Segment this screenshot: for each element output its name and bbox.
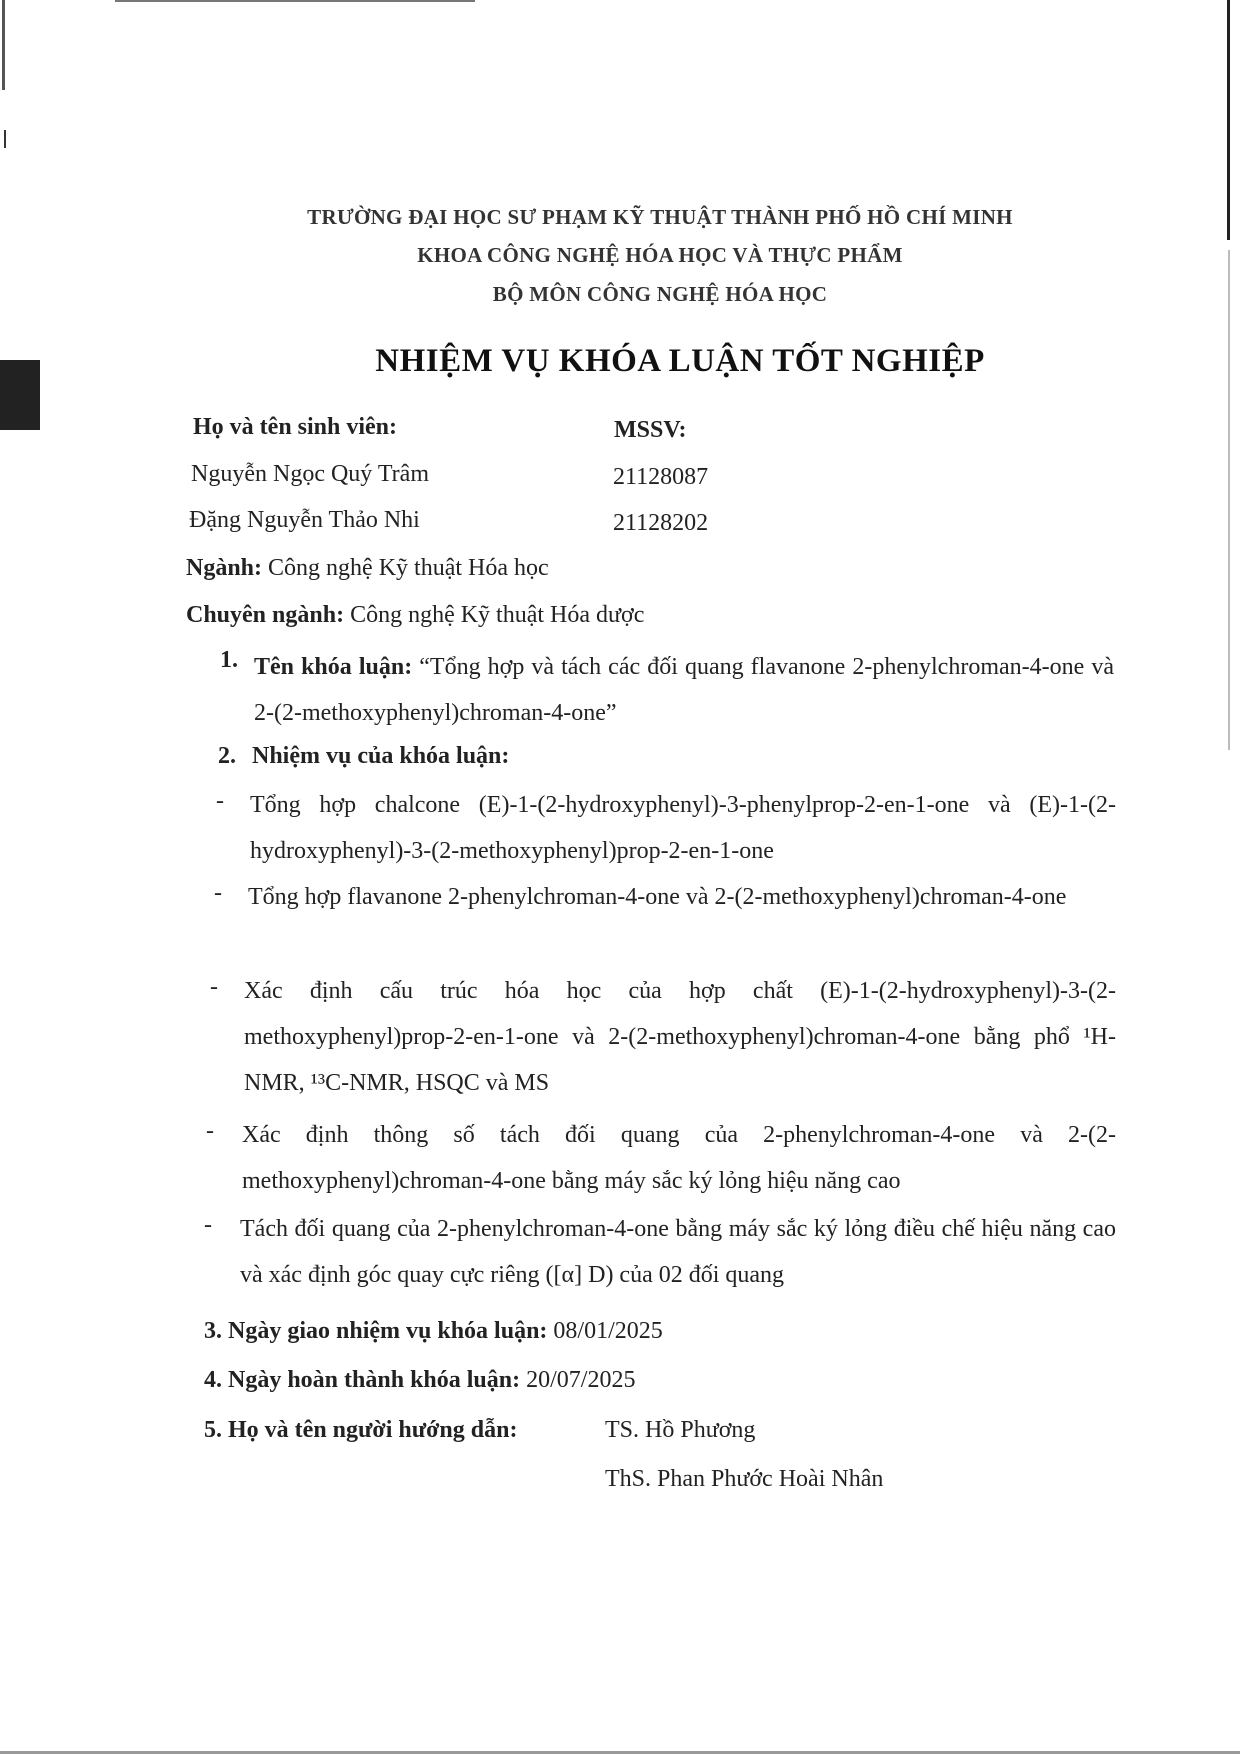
assignment-date-line: [204, 1316, 663, 1346]
section-number: 1.: [220, 647, 238, 673]
student-id: 21128087: [613, 464, 709, 490]
scan-edge-top: [115, 0, 475, 2]
scan-mark: [1227, 0, 1230, 240]
advisor-label: Họ và tên người hướng dẫn:: [228, 1417, 518, 1443]
major-line: [186, 553, 549, 583]
completion-date-value: 20/07/2025: [520, 1367, 636, 1393]
advisor-name: TS. Hồ Phương: [605, 1417, 756, 1443]
faculty-name: KHOA CÔNG NGHỆ HÓA HỌC VÀ THỰC PHẨM: [417, 243, 903, 267]
bullet-dash: -: [206, 1118, 214, 1144]
scan-edge-left: [0, 0, 8, 1754]
section-number: 3.: [204, 1318, 222, 1344]
task-item: Xác định thông số tách đối quang của 2-phenylchroman-4-one và 2-(2-methoxyphenyl)chroman-4-one bằng máy sắc ký lỏng hiệu năng cao: [242, 1122, 1116, 1194]
tasks-heading: Nhiệm vụ của khóa luận:: [252, 743, 510, 769]
major-label: Ngành:: [186, 555, 263, 581]
specialization-line: [186, 600, 644, 630]
student-name: Nguyễn Ngọc Quý Trâm: [191, 461, 429, 487]
specialization-label: Chuyên ngành:: [186, 602, 345, 628]
completion-date-line: [204, 1365, 635, 1395]
student-name-label: Họ và tên sinh viên:: [193, 414, 398, 440]
advisor-name: ThS. Phan Phước Hoài Nhân: [605, 1466, 884, 1492]
scan-edge-right: [1226, 0, 1230, 760]
university-name: TRƯỜNG ĐẠI HỌC SƯ PHẠM KỸ THUẬT THÀNH PHỐ HỒ CHÍ MINH: [307, 205, 1013, 229]
bullet-dash: -: [216, 788, 224, 814]
thesis-title-value: “Tổng hợp và tách các đối quang flavanone 2-phenylchroman-4-one và 2-(2-methoxyphenyl)chroman-4-one”: [254, 654, 1114, 726]
bullet-dash: -: [204, 1212, 212, 1238]
scan-mark: [0, 360, 40, 430]
thesis-title-label: Tên khóa luận:: [254, 654, 413, 680]
student-id: 21128202: [613, 510, 709, 536]
assignment-date-value: 08/01/2025: [547, 1318, 663, 1344]
completion-date-label: Ngày hoàn thành khóa luận:: [228, 1367, 521, 1393]
advisor-line: [204, 1415, 517, 1445]
task-item: Xác định cấu trúc hóa học của hợp chất (E)-1-(2-hydroxyphenyl)-3-(2-methoxyphenyl)prop-2-en-1-one và 2-(2-methoxyphenyl)chroman-4-one bằng phổ ¹H-NMR, ¹³C-NMR, HSQC và MS: [244, 978, 1116, 1096]
student-name: Đặng Nguyễn Thảo Nhi: [189, 507, 420, 533]
specialization-value: Công nghệ Kỹ thuật Hóa dược: [344, 602, 645, 628]
scan-mark: [2, 0, 5, 90]
assignment-date-label: Ngày giao nhiệm vụ khóa luận:: [228, 1318, 548, 1344]
bullet-dash: -: [214, 880, 222, 906]
document-title: NHIỆM VỤ KHÓA LUẬN TỐT NGHIỆP: [375, 343, 985, 379]
bullet-dash: -: [210, 974, 218, 1000]
section-number: 2.: [218, 743, 236, 769]
section-number: 5.: [204, 1417, 222, 1443]
task-item: Tách đối quang của 2-phenylchroman-4-one bằng máy sắc ký lỏng điều chế hiệu năng cao và xác định góc quay cực riêng ([α] D) của 02 đối quang: [240, 1216, 1116, 1288]
major-value: Công nghệ Kỹ thuật Hóa học: [262, 555, 549, 581]
task-item: Tổng hợp flavanone 2-phenylchroman-4-one và 2-(2-methoxyphenyl)chroman-4-one: [248, 884, 1067, 910]
thesis-title-item: [254, 644, 1114, 736]
scan-mark: [4, 130, 6, 148]
section-number: 4.: [204, 1367, 222, 1393]
task-item: Tổng hợp chalcone (E)-1-(2-hydroxyphenyl)-3-phenylprop-2-en-1-one và (E)-1-(2-hydroxyphenyl)-3-(2-methoxyphenyl)prop-2-en-1-one: [250, 792, 1116, 864]
student-id-label: MSSV:: [614, 417, 687, 443]
department-name: BỘ MÔN CÔNG NGHỆ HÓA HỌC: [492, 282, 828, 306]
scan-mark: [1228, 250, 1230, 750]
